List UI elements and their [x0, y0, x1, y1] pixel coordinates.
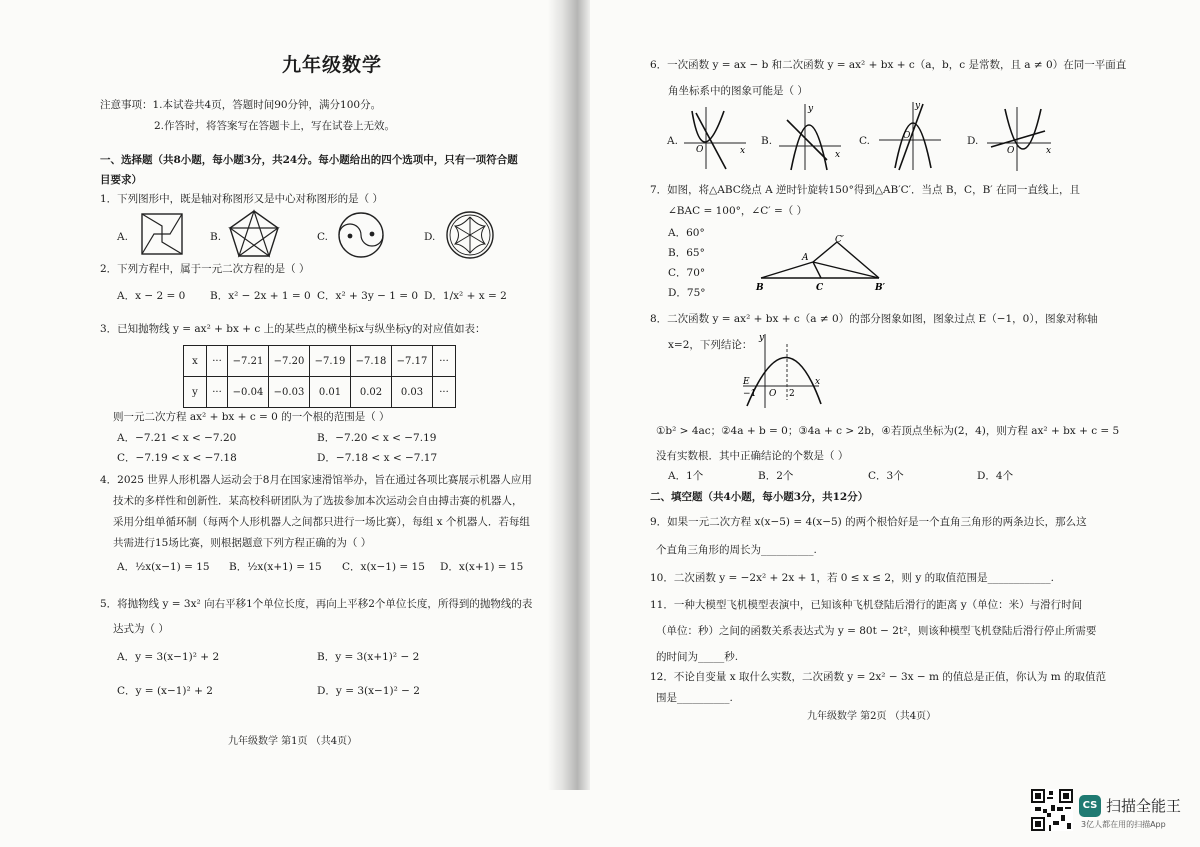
q8-y-label: y [759, 333, 765, 343]
q6-graph-b [775, 100, 845, 172]
q6-b-y-label: y [808, 104, 814, 114]
q4-option-a: A．½x(x−1) = 15 [117, 561, 210, 573]
q6-graph-d [983, 103, 1055, 173]
q7-option-a: A．60° [668, 227, 705, 239]
q8-conclusions: ①b² > 4ac；②4a + b = 0；③4a + c > 2b，④若顶点坐标为(2，4)，则方程 ax² + bx + c = 5 [656, 425, 1120, 437]
q7-point-a: A [802, 253, 809, 263]
q8-tick-2: 2 [789, 389, 795, 399]
q8-option-a: A．1个 [668, 470, 704, 482]
page-footer: 九年级数学 第1页 （共4页） [228, 736, 358, 747]
camscanner-logo-icon: CS [1079, 795, 1101, 817]
table-cell: ··· [433, 346, 456, 377]
q6-d-x-label: x [1046, 146, 1052, 156]
table-cell: y [184, 377, 207, 408]
question-12-line-2: 围是__________. [656, 692, 733, 704]
table-cell: ··· [207, 377, 228, 408]
question-4-line-2: 技术的多样性和创新性．某高校科研团队为了选拔参加本次运动会自由搏击赛的机器人， [113, 495, 523, 507]
q4-option-d: D．x(x+1) = 15 [440, 561, 524, 573]
q7-rotation-figure [753, 234, 893, 292]
q5-option-c: C．y = (x−1)² + 2 [117, 685, 213, 697]
q7-point-c: C [816, 283, 824, 292]
q7-point-c-prime: C′ [835, 235, 844, 245]
table-cell: 0.02 [351, 377, 392, 408]
question-7-line-2: ∠BAC = 100°，∠C′ =（ ） [668, 205, 808, 217]
table-cell: −7.19 [310, 346, 351, 377]
question-8-line-2: x=2，下列结论： [668, 339, 753, 351]
q6-option-b-label: B. [761, 135, 773, 147]
question-4-line-3: 采用分组单循环制（每两个人形机器人之间都只进行一场比赛），每组 x 个机器人．若每组 [113, 516, 530, 528]
q8-option-b: B．2个 [758, 470, 794, 482]
table-row [184, 377, 456, 408]
q2-option-d: D．1/x² + x = 2 [424, 290, 507, 302]
q6-c-origin-label: O [903, 131, 911, 141]
q3-option-c: C．−7.19 < x < −7.18 [117, 452, 237, 464]
q8-parabola-graph [735, 330, 825, 410]
section-1-heading-cont: 目要求） [100, 174, 142, 186]
question-9-line-2: 个直角三角形的周长为__________. [656, 544, 817, 556]
q1-option-a-label: A. [117, 231, 128, 243]
q1-figure-pinwheel-square [138, 210, 186, 258]
q6-graph-c [875, 98, 945, 172]
q4-option-c: C．x(x−1) = 15 [342, 561, 425, 573]
q1-figure-flower [444, 209, 496, 261]
q7-point-b-prime: B′ [875, 283, 885, 292]
q8-option-c: C．3个 [868, 470, 904, 482]
question-8-line-1: 8．二次函数 y = ax² + bx + c（a ≠ 0）的部分图象如图，图象过点 E（−1，0），图象对称轴 [650, 313, 1098, 325]
table-cell: 0.01 [310, 377, 351, 408]
question-4-line-4: 共需进行15场比赛，则根据题意下列方程正确的为（ ） [113, 537, 372, 549]
camscanner-tagline: 3亿人都在用的扫描App [1081, 820, 1166, 829]
qr-code-icon [1031, 789, 1073, 831]
q6-c-y-label: y [915, 101, 921, 111]
question-12-line-1: 12．不论自变量 x 取什么实数，二次函数 y = 2x² − 3x − m 的值总是正值，你认为 m 的取值范 [650, 671, 1106, 683]
q7-point-b: B [756, 283, 764, 292]
q3-option-b: B．−7.20 < x < −7.19 [317, 432, 437, 444]
q8-line-3: 没有实数根．其中正确结论的个数是（ ） [656, 450, 849, 462]
table-cell: x [184, 346, 207, 377]
notice-line-2: 2.作答时，将答案写在答题卡上，写在试卷上无效。 [154, 120, 396, 132]
q2-option-a: A．x − 2 = 0 [117, 290, 186, 302]
table-cell: −7.18 [351, 346, 392, 377]
q3-value-table [183, 345, 456, 408]
q3-follow-text: 则一元二次方程 ax² + bx + c = 0 的一个根的范围是（ ） [113, 411, 390, 423]
q5-option-a: A．y = 3(x−1)² + 2 [117, 651, 220, 663]
q7-option-b: B．65° [668, 247, 705, 259]
question-9-line-1: 9．如果一元二次方程 x(x−5) = 4(x−5) 的两个根恰好是一个直角三角形的两条边长，那么这 [650, 516, 1087, 528]
question-6-line-2: 角坐标系中的图象可能是（ ） [668, 85, 808, 97]
q1-figure-pentagram [226, 208, 282, 260]
q6-b-x-label: x [835, 150, 841, 160]
q5-option-d: D．y = 3(x−1)² − 2 [317, 685, 420, 697]
section-1-heading: 一、选择题（共8小题，每小题3分，共24分。每小题给出的四个选项中，只有一项符合题 [100, 154, 518, 166]
question-2-stem: 2．下列方程中，属于一元二次方程的是（ ） [100, 263, 310, 275]
question-11-line-3: 的时间为_____秒. [656, 651, 739, 663]
q8-point-e: E [743, 377, 750, 387]
table-cell: −7.20 [269, 346, 310, 377]
q6-a-origin-label: O [696, 145, 704, 155]
q6-graph-a [680, 103, 750, 173]
q7-option-d: D．75° [668, 287, 706, 299]
question-11-line-1: 11．一种大模型飞机模型表演中，已知该种飞机登陆后滑行的距离 y（单位：米）与滑行时间 [650, 599, 1083, 611]
table-cell: −7.17 [392, 346, 433, 377]
table-cell: −0.04 [228, 377, 269, 408]
q8-option-d: D．4个 [977, 470, 1014, 482]
table-cell: −0.03 [269, 377, 310, 408]
table-cell: ··· [207, 346, 228, 377]
section-2-heading: 二、填空题（共4小题，每小题3分，共12分） [650, 491, 869, 503]
camscanner-name: 扫描全能王 [1106, 797, 1182, 815]
q6-a-x-label: x [740, 146, 746, 156]
question-11-line-2: （单位：秒）之间的函数关系表达式为 y = 80t − 2t²，则该种模型飞机登陆后滑行停止所需要 [656, 625, 1097, 637]
question-7-line-1: 7．如图，将△ABC绕点 A 逆时针旋转150°得到△AB′C′．当点 B，C，B′ 在同一直线上，且 [650, 184, 1081, 196]
question-6-line-1: 6．一次函数 y = ax − b 和二次函数 y = ax² + bx + c（a，b，c 是常数，且 a ≠ 0）在同一平面直 [650, 59, 1127, 71]
q6-option-c-label: C. [859, 135, 870, 147]
q2-option-b: B．x² − 2x + 1 = 0 [210, 290, 311, 302]
exam-page-1 [0, 0, 585, 790]
table-cell: ··· [433, 377, 456, 408]
q3-option-d: D．−7.18 < x < −7.17 [317, 452, 438, 464]
q1-option-d-label: D. [424, 231, 436, 243]
q8-origin: O [769, 389, 777, 399]
exam-page-2 [585, 0, 1200, 790]
q6-d-origin-label: O [1007, 146, 1015, 156]
q8-x-label: x [815, 377, 821, 387]
page-title: 九年级数学 [282, 54, 383, 76]
q2-option-c: C．x² + 3y − 1 = 0 [317, 290, 419, 302]
question-1-stem: 1．下列图形中，既是轴对称图形又是中心对称图形的是（ ） [100, 193, 384, 205]
q1-figure-taiji [336, 210, 386, 260]
table-cell: −7.21 [228, 346, 269, 377]
q1-option-b-label: B. [210, 231, 222, 243]
question-5-line-1: 5．将抛物线 y = 3x² 向右平移1个单位长度，再向上平移2个单位长度，所得到的抛物线的表 [100, 598, 533, 610]
q6-option-a-label: A. [667, 135, 678, 147]
question-4-line-1: 4．2025 世界人形机器人运动会于8月在国家速滑馆举办，旨在通过各项比赛展示机器人应用 [100, 474, 532, 486]
table-row [184, 346, 456, 377]
q7-option-c: C．70° [668, 267, 706, 279]
table-cell: 0.03 [392, 377, 433, 408]
q5-option-b: B．y = 3(x+1)² − 2 [317, 651, 420, 663]
q4-option-b: B．½x(x+1) = 15 [229, 561, 322, 573]
question-3-stem: 3．已知抛物线 y = ax² + bx + c 上的某些点的横坐标x与纵坐标y的对应值如表： [100, 323, 486, 335]
q6-option-d-label: D. [967, 135, 979, 147]
question-5-line-2: 达式为（ ） [113, 623, 169, 635]
q3-option-a: A．−7.21 < x < −7.20 [117, 432, 237, 444]
q1-option-c-label: C. [317, 231, 328, 243]
page-footer: 九年级数学 第2页 （共4页） [807, 711, 937, 722]
notice-line-1: 注意事项：1.本试卷共4页，答题时间90分钟，满分100分。 [100, 99, 382, 111]
question-10: 10．二次函数 y = −2x² + 2x + 1，若 0 ≤ x ≤ 2，则 y 的取值范围是____________. [650, 572, 1054, 584]
q8-tick-neg1: −1 [743, 389, 757, 399]
